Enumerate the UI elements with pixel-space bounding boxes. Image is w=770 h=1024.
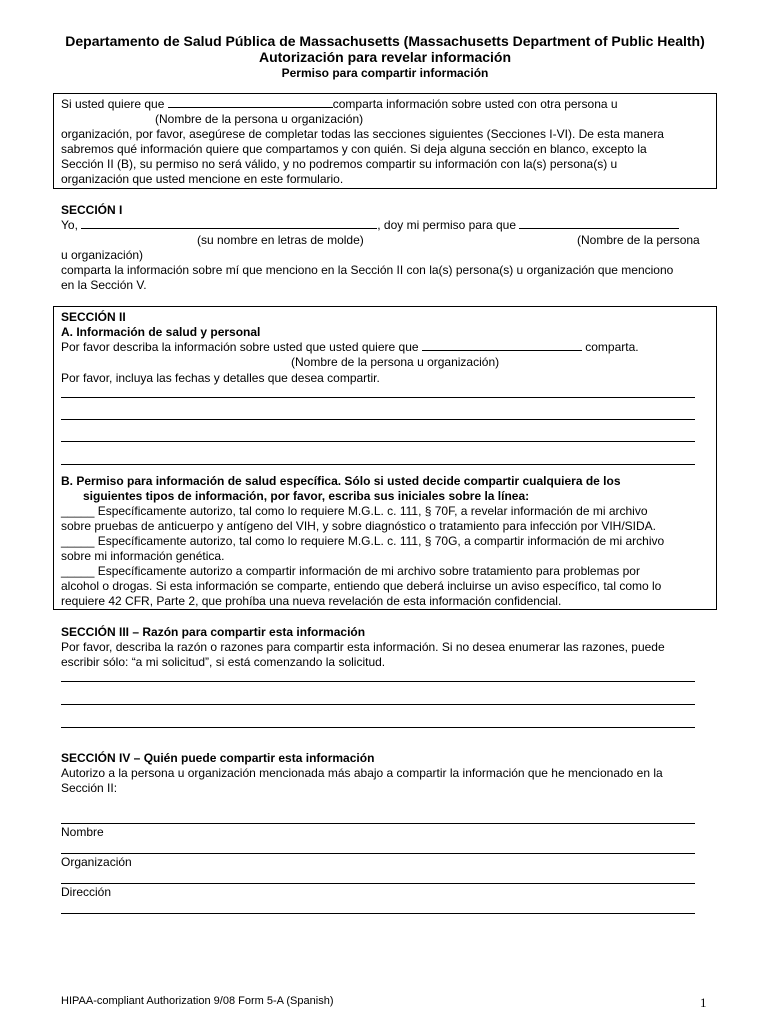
section-2b-title-2: siguientes tipos de información, por favor, escriba sus iniciales sobre la línea: [83, 489, 530, 503]
organization-field-line[interactable] [61, 883, 695, 884]
section-3-title: SECCIÓN III – Razón para compartir esta información [61, 625, 366, 639]
section-1-line-1: Yo, , doy mi permiso para que [61, 218, 679, 233]
section-1-line-4: comparta la información sobre mí que menciono en la Sección II con la(s) persona(s) u organización que menciono [61, 263, 674, 277]
section-2b-item-1b: sobre pruebas de anticuerpo y antígeno del VIH, y sobre diagnóstico o tratamiento para infección por VIH/SIDA. [61, 519, 657, 533]
document-title: Departamento de Salud Pública de Massachusetts (Massachusetts Department of Public Health) [65, 33, 705, 49]
section-2b-item-2b: sobre mi información genética. [61, 549, 225, 563]
intro-line-3: sabremos qué información quiere que compartamos y con quién. Si deja alguna sección en blanco, excepto la [61, 142, 647, 156]
section-1-caption-name: (su nombre en letras de molde) [197, 233, 364, 247]
organization-field-label: Organización [61, 855, 132, 869]
section-4-line-2: Sección II: [61, 781, 118, 795]
section-2b-item-3a[interactable]: _____ Específicamente autorizo a compartir información de mi archivo sobre tratamiento para problemas por [61, 564, 640, 578]
section-3-write-line[interactable] [61, 681, 695, 682]
person-name-blank[interactable] [168, 107, 333, 108]
section-2a-line-2: Por favor, incluya las fechas y detalles que desea compartir. [61, 371, 380, 385]
section-3-write-line[interactable] [61, 704, 695, 705]
intro-caption: (Nombre de la persona u organización) [155, 112, 364, 126]
intro-line-4: Sección II (B), su permiso no será válido, y no podremos compartir su información con la(s) persona(s) u [61, 157, 618, 171]
section-2b-item-2a[interactable]: _____ Específicamente autorizo, tal como lo requiere M.G.L. c. 111, § 70G, a compartir información de mi archivo [61, 534, 665, 548]
address-field-line[interactable] [61, 913, 695, 914]
section-2-title: SECCIÓN II [61, 310, 126, 324]
intro-line-1: Si usted quiere que comparta información sobre usted con otra persona u [61, 97, 618, 111]
section-2a-line-1: Por favor describa la información sobre usted que usted quiere que comparta. [61, 340, 639, 354]
section-2a-write-line[interactable] [61, 419, 695, 420]
address-field-label: Dirección [61, 885, 112, 899]
page-number: 1 [700, 995, 707, 1010]
document-subtitle: Autorización para revelar información [258, 49, 512, 65]
section-2b-item-3b: alcohol o drogas. Si esta información se comparte, entiendo que deberá incluirse un aviso específico, tal como lo [61, 579, 662, 593]
section-2a-person-blank[interactable] [422, 350, 582, 351]
section-4-write-line[interactable] [61, 823, 695, 824]
your-name-blank[interactable] [81, 228, 377, 229]
section-2a-title: A. Información de salud y personal [61, 325, 261, 339]
section-1-caption-person: (Nombre de la persona [577, 233, 700, 247]
intro-line-5: organización que usted mencione en este formulario. [61, 172, 344, 186]
section-3-line-2: escribir sólo: “a mi solicitud”, si está comenzando la solicitud. [61, 655, 386, 669]
intro-line-2: organización, por favor, asegúrese de completar todas las secciones siguientes (Secciones I-VI). De esta manera [61, 127, 664, 141]
section-1-line-5: en la Sección V. [61, 278, 147, 292]
section-3-line-1: Por favor, describa la razón o razones para compartir esta información. Si no desea enumerar las razones, puede [61, 640, 665, 654]
recipient-blank[interactable] [519, 228, 679, 229]
section-2a-write-line[interactable] [61, 464, 695, 465]
section-2b-item-1a[interactable]: _____ Específicamente autorizo, tal como lo requiere M.G.L. c. 111, § 70F, a revelar información de mi archivo [61, 504, 648, 518]
section-3-write-line[interactable] [61, 727, 695, 728]
section-1-line-3: u organización) [61, 248, 144, 262]
section-4-title: SECCIÓN IV – Quién puede compartir esta información [61, 751, 375, 765]
section-2a-caption: (Nombre de la persona u organización) [291, 355, 500, 369]
footer-form-id: HIPAA-compliant Authorization 9/08 Form 5-A (Spanish) [61, 995, 334, 1007]
section-2a-write-line[interactable] [61, 397, 695, 398]
section-2a-write-line[interactable] [61, 441, 695, 442]
name-field-line[interactable] [61, 853, 695, 854]
section-2b-title-1: B. Permiso para información de salud específica. Sólo si usted decide compartir cualquiera de los [61, 474, 621, 488]
section-1-title: SECCIÓN I [61, 203, 123, 217]
name-field-label: Nombre [61, 825, 104, 839]
section-4-line-1: Autorizo a la persona u organización mencionada más abajo a compartir la información que he mencionado en la [61, 766, 663, 780]
document-subheading: Permiso para compartir información [281, 66, 489, 80]
section-2b-item-3c: requiere 42 CFR, Parte 2, que prohíba una nueva revelación de esta información confidencial. [61, 594, 562, 608]
